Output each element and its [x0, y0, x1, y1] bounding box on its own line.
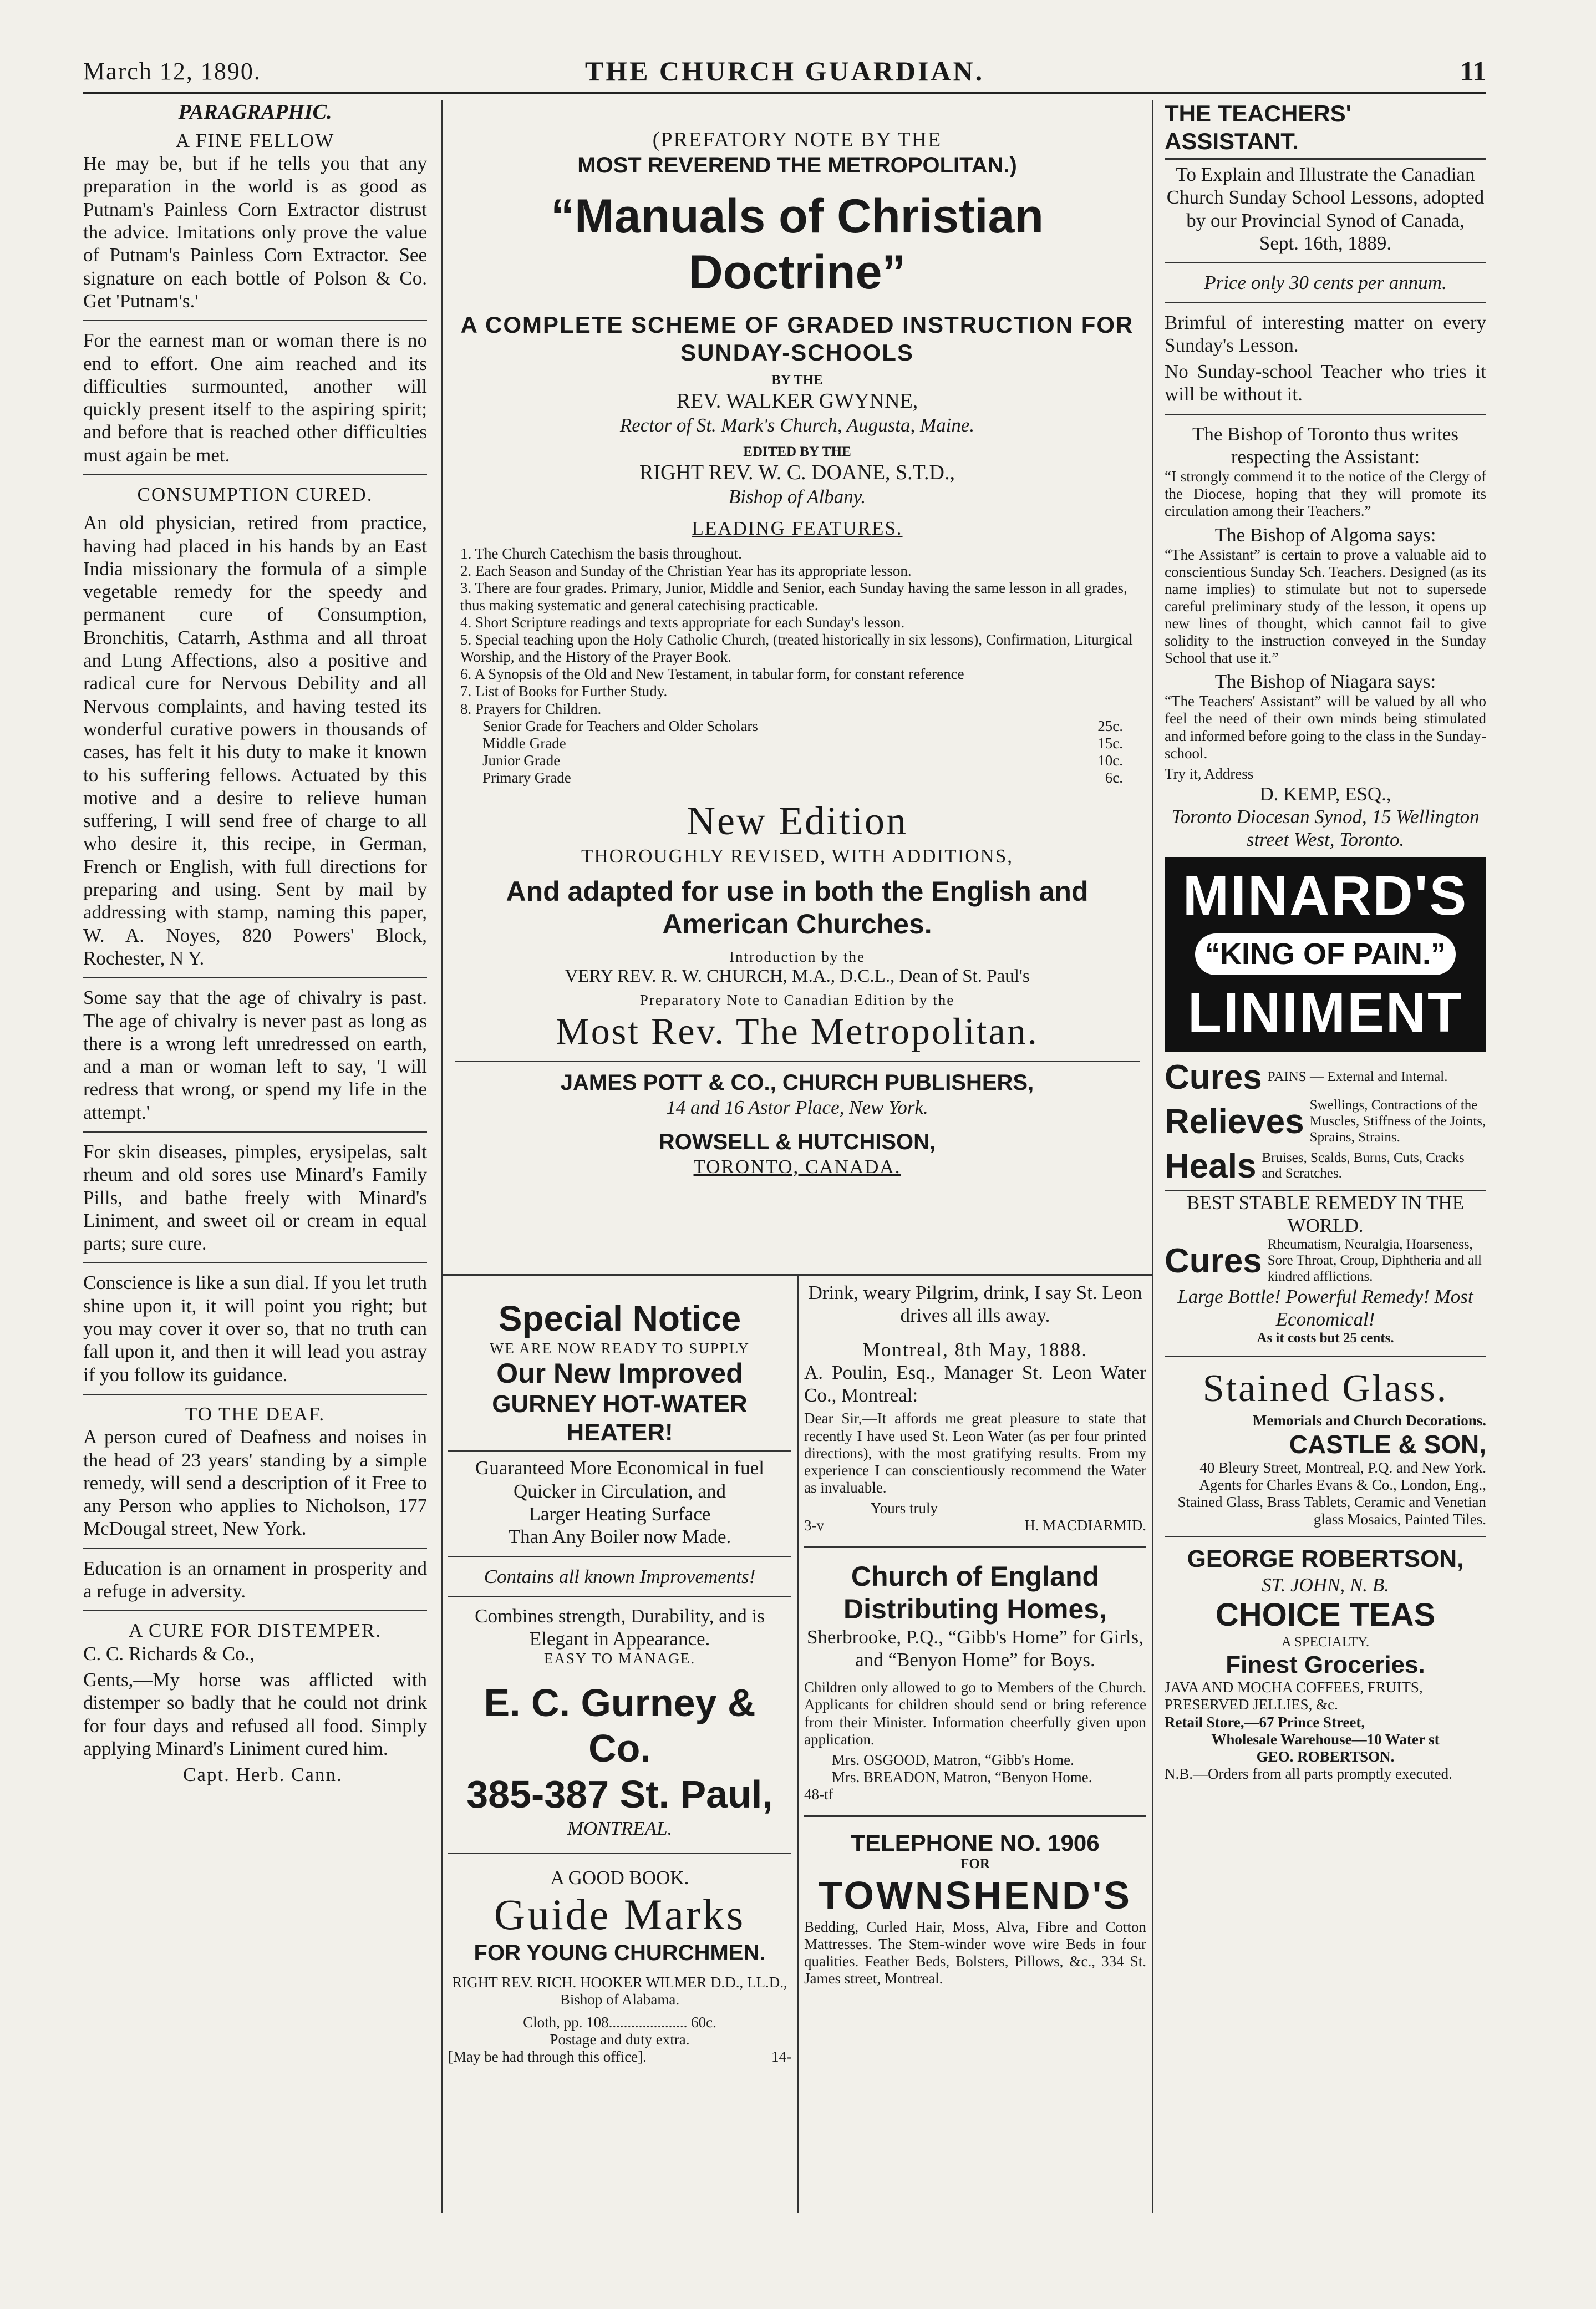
leading-features-heading: LEADING FEATURES.: [692, 517, 903, 539]
bishop-algoma: The Bishop of Algoma says:: [1214, 524, 1436, 546]
rowsell: ROWSELL & HUTCHISON,: [658, 1129, 936, 1154]
cures-word: Cures: [1165, 1241, 1262, 1280]
large-bottle: Large Bottle! Powerful Remedy! Most Economical!: [1177, 1285, 1473, 1330]
kemp-name: D. KEMP, ESQ.,: [1259, 783, 1391, 805]
king-of-pain: “KING OF PAIN.”: [1195, 933, 1456, 976]
may-line: [May be had through this office].: [448, 2048, 647, 2066]
edited-by: EDITED BY THE: [743, 444, 851, 459]
gurney-city: MONTREAL.: [567, 1818, 673, 1840]
author-name: REV. WALKER GWYNNE,: [676, 389, 918, 413]
rowsell-city: TORONTO, CANADA.: [693, 1155, 901, 1178]
teachers-assistant: THE TEACHERS' ASSISTANT.: [1165, 100, 1351, 154]
editor-role: Bishop of Albany.: [728, 485, 866, 508]
townshends: TOWNSHEND'S: [819, 1874, 1132, 1917]
publisher: JAMES POTT & CO., CHURCH PUBLISHERS,: [560, 1070, 1034, 1095]
prefatory-note: (PREFATORY NOTE BY THE: [652, 128, 942, 151]
heals-text: Bruises, Scalds, Burns, Cuts, Cracks and Scratches.: [1262, 1150, 1465, 1181]
bishop-toronto: The Bishop of Toronto thus writes respecting the Assistant:: [1192, 423, 1459, 468]
bishop-quote: “I strongly commend it to the notice of the Clergy of the Diocese, hoping that they will promote its circulation among their Teachers.”: [1165, 468, 1486, 520]
manuals-ad: [441, 100, 1153, 1276]
paragraph: A person cured of Deafness and noises in the head of 23 years' standing by a simple remedy, will send a description of it Free to any Person who applies to Nicholson, 177 McDougal street, New York.: [83, 1426, 427, 1540]
letter-signature: H. MACDIARMID.: [1024, 1516, 1146, 1534]
yours-truly: Yours truly: [871, 1499, 938, 1516]
geo-robertson: GEO. ROBERTSON.: [1256, 1748, 1395, 1765]
issue-date: March 12, 1890.: [83, 58, 261, 85]
letter-body: Dear Sir,—It affords me great pleasure to state that recently I have used St. Leon Water (as per four printed directions), with the most gratifying results. From my experience I can conscientiously recommend the Water as invaluable.: [804, 1410, 1146, 1496]
revised-line: THOROUGHLY REVISED, WITH ADDITIONS,: [581, 845, 1014, 867]
prep-note: Preparatory Note to Canadian Edition by the: [639, 991, 955, 1008]
homes-info: Children only allowed to go to Members of the Church. Applicants for children should send or bring reference from their Minister. Information cheerfully given upon application.: [804, 1679, 1146, 1748]
cures-word: Cures: [1165, 1058, 1262, 1097]
author-line: RIGHT REV. RICH. HOOKER WILMER D.D., LL.D., Bishop of Alabama.: [452, 1974, 787, 2008]
intro-line: Introduction by the: [729, 948, 865, 965]
paragraph: For the earnest man or woman there is no end to effort. One aim reached and its difficulties surmounted, another will quickly present itself to the aspiring spirit; and before that is reached other difficulties must again be met.: [83, 329, 427, 466]
price-row: Junior Grade 10c.: [482, 752, 1123, 769]
feature-item: 7. List of Books for Further Study.: [460, 683, 668, 700]
paragraph: For skin diseases, pimples, erysipelas, salt rheum and old sores use Minard's Family Pills, and bathe freely with Minard's Liniment, and sweet oil or cream in equal parts; sure cure.: [83, 1141, 427, 1255]
heading-distemper: A CURE FOR DISTEMPER.: [128, 1620, 382, 1642]
for-young: FOR YOUNG CHURCHMEN.: [474, 1940, 766, 1965]
memorials: Memorials and Church Decorations.: [1253, 1412, 1486, 1429]
ta-text: No Sunday-school Teacher who tries it will be without it.: [1165, 361, 1486, 405]
castle-son: CASTLE & SON,: [1289, 1429, 1486, 1459]
st-john: ST. JOHN, N. B.: [1262, 1574, 1389, 1596]
castle-agents: Agents for Charles Evans & Co., London, Eng., Stained Glass, Brass Tablets, Ceramic and Venetian glass Mosaics, Painted Tiles.: [1177, 1476, 1486, 1528]
gurney-line: Contains all known Improvements!: [484, 1565, 756, 1587]
george-robertson: GEORGE ROBERTSON,: [1187, 1545, 1464, 1573]
matron-line: Mrs. OSGOOD, Matron, “Gibb's Home.: [832, 1751, 1074, 1768]
column-paragraphic: [83, 100, 427, 1786]
stained-glass: Stained Glass.: [1202, 1367, 1448, 1410]
gurney-heater: GURNEY HOT-WATER HEATER!: [448, 1390, 791, 1453]
heals-word: Heals: [1165, 1146, 1257, 1185]
matron-line: Mrs. BREADON, Matron, “Benyon Home.: [832, 1768, 1092, 1785]
cloth-line: Cloth, pp. 108..................... 60c.: [523, 2014, 716, 2031]
liniment-title: LINIMENT: [1187, 982, 1463, 1044]
author-role: Rector of St. Mark's Church, Augusta, Maine.: [619, 414, 975, 436]
gurney-line: Combines strength, Durability, and is Elegant in Appearance.: [475, 1605, 765, 1650]
heading-deaf: TO THE DEAF.: [185, 1403, 326, 1425]
paragraph: Gents,—My horse was afflicted with distemper so badly that he could not drink for four days and refused all food. Simply applying Minard's Liniment cured him.: [83, 1668, 427, 1759]
section-title: PARAGRAPHIC.: [178, 100, 332, 124]
gurney-line: Quicker in Circulation, and: [514, 1480, 726, 1502]
heading-fine-fellow: A FINE FELLOW: [175, 129, 335, 151]
publisher-address: 14 and 16 Astor Place, New York.: [666, 1097, 928, 1119]
signature-text: Capt. Herb. Cann.: [183, 1764, 343, 1786]
drink-line: Drink, weary Pilgrim, drink, I say St. Leon drives all ills away.: [808, 1282, 1142, 1327]
minards-title: MINARD'S: [1182, 864, 1468, 927]
price-row: Primary Grade 6c.: [482, 769, 1123, 786]
guide-marks: Guide Marks: [494, 1890, 746, 1938]
gurney-address: 385-387 St. Paul,: [466, 1772, 773, 1816]
bedding-text: Bedding, Curled Hair, Moss, Alva, Fibre and Cotton Mattresses. The Stem-winder wove wire Beds in four qualities. Feather Beds, Bolsters, Pillows, &c., 334 St. James street, Montreal.: [804, 1918, 1146, 1987]
feature-item: 1. The Church Catechism the basis throughout.: [460, 545, 742, 562]
ta-desc: To Explain and Illustrate the Canadian Church Sunday School Lessons, adopted by our Provincial Synod of Canada, Sept. 16th, 1889.: [1165, 158, 1486, 255]
bishop-quote: “The Assistant” is certain to prove a valuable aid to conscientious Sunday Sch. Teachers. Designed (as its name implies) to stimulate but not to supersede careful preliminary study of the lesson, it opens up new lines of thought, which cannot fail to give solidity to the instruction conveyed in the Sunday School that use it.”: [1165, 546, 1486, 667]
try-it: Try it, Address: [1165, 765, 1254, 782]
bishop-niagara: The Bishop of Niagara says:: [1214, 671, 1436, 693]
special-notice: Special Notice: [498, 1298, 741, 1338]
ready-line: WE ARE NOW READY TO SUPPLY: [489, 1339, 750, 1357]
ad-number: 3-v: [804, 1516, 824, 1534]
paragraph: Education is an ornament in prosperity and a refuge in adversity.: [83, 1557, 427, 1602]
best-remedy: BEST STABLE REMEDY IN THE WORLD.: [1165, 1190, 1486, 1237]
price-row: Senior Grade for Teachers and Older Scholars 25c.: [482, 717, 1123, 734]
feature-item: 4. Short Scripture readings and texts appropriate for each Sunday's lesson.: [460, 614, 905, 631]
new-edition: New Edition: [687, 798, 908, 843]
easy-manage: EASY TO MANAGE.: [543, 1650, 696, 1667]
for-line: FOR: [960, 1856, 990, 1872]
feature-item: 8. Prayers for Children.: [460, 700, 602, 717]
gurney-line: Larger Heating Surface: [528, 1503, 711, 1525]
kemp-address: Toronto Diocesan Synod, 15 Wellington street West, Toronto.: [1171, 805, 1480, 851]
homes-location: Sherbrooke, P.Q., “Gibb's Home” for Girls, and “Benyon Home” for Boys.: [806, 1626, 1144, 1671]
scheme-line: A COMPLETE SCHEME OF GRADED INSTRUCTION FOR SUNDAY-SCHOOLS: [460, 311, 1134, 366]
paragraph: Conscience is like a sun dial. If you let truth shine upon it, it will point you right; but you may cover it over so, that no truth can fall upon it, and then it will lead you astray if you follow its guidance.: [83, 1272, 427, 1386]
good-book: A GOOD BOOK.: [550, 1866, 689, 1889]
ad-number: 48-tf: [804, 1785, 833, 1803]
choice-teas: CHOICE TEAS: [1215, 1597, 1436, 1633]
right-column: [1165, 100, 1486, 1783]
cures-text: PAINS — External and Internal.: [1267, 1069, 1448, 1085]
paragraph: He may be, but if he tells you that any preparation in the world is as good as Putnam's Painless Corn Extractor distrust the advice. Imitations only prove the value of Putnam's Painless Corn Extractor. See signature on each bottle of Polson & Co. Get 'Putnam's.': [83, 153, 427, 312]
feature-item: 2. Each Season and Sunday of the Christian Year has its appropriate lesson.: [460, 562, 912, 580]
bishop-quote: “The Teachers' Assistant” will be valued by all who feel the need of their own minds being stimulated and informed before going to the class in the Sunday-school.: [1165, 693, 1486, 762]
letter-recipient: A. Poulin, Esq., Manager St. Leon Water Co., Montreal:: [804, 1361, 1146, 1407]
orders-line: N.B.—Orders from all parts promptly executed.: [1165, 1765, 1452, 1782]
feature-item: 5. Special teaching upon the Holy Catholic Church, (treated historically in six lessons), Confirmation, Liturgical Worship, and the History of the Prayer Book.: [460, 631, 1133, 666]
castle-address: 40 Bleury Street, Montreal, P.Q. and New York.: [1199, 1459, 1486, 1476]
by-line: BY THE: [771, 373, 823, 388]
improved-line: Our New Improved: [496, 1357, 743, 1389]
church-homes: Church of England Distributing Homes,: [843, 1560, 1107, 1625]
relieves-text: Swellings, Contractions of the Muscles, Stiffness of the Joints, Sprains, Strains.: [1309, 1098, 1486, 1145]
java-line: JAVA AND MOCHA COFFEES, FRUITS, PRESERVED JELLIES, &c.: [1165, 1679, 1423, 1713]
ta-price: Price only 30 cents per annum.: [1204, 272, 1447, 294]
finest-groceries: Finest Groceries.: [1226, 1651, 1425, 1678]
feature-item: 6. A Synopsis of the Old and New Testament, in tabular form, for constant reference: [460, 666, 964, 683]
paragraph: Some say that the age of chivalry is past. The age of chivalry is never past as long as there is a wrong left unredressed on earth, and a man or woman left to say, 'I will redress that wrong, or spend my life in the attempt.': [83, 987, 427, 1123]
ta-text: Brimful of interesting matter on every Sunday's Lesson.: [1165, 311, 1486, 356]
postage-line: Postage and duty extra.: [550, 2031, 690, 2048]
relieves-word: Relieves: [1165, 1102, 1304, 1141]
telephone-line: TELEPHONE NO. 1906: [851, 1829, 1100, 1856]
manuals-title: “Manuals of Christian Doctrine”: [551, 190, 1044, 300]
most-rev: Most Rev. The Metropolitan.: [556, 1010, 1039, 1053]
adapted-line: And adapted for use in both the English and American Churches.: [506, 876, 1089, 940]
gurney-company: E. C. Gurney & Co.: [484, 1681, 756, 1770]
ad-number: 14-: [771, 2048, 791, 2066]
gurney-ad: [441, 1276, 799, 2213]
price-row: Middle Grade 15c.: [482, 734, 1123, 752]
page-header: [83, 53, 1486, 94]
wholesale-line: Wholesale Warehouse—10 Water st: [1211, 1731, 1440, 1748]
cures-text: Rheumatism, Neuralgia, Hoarseness, Sore Throat, Croup, Diphtheria and all kindred afflictions.: [1267, 1237, 1482, 1284]
feature-item: 3. There are four grades. Primary, Junior, Middle and Senior, each Sunday having the same lesson in all grades, thus making systematic and general catechising practicable.: [460, 580, 1127, 614]
editor-name: RIGHT REV. W. C. DOANE, S.T.D.,: [639, 460, 955, 484]
cost-line: As it costs but 25 cents.: [1257, 1331, 1394, 1346]
st-leon-ad: [799, 1276, 1153, 2213]
retail-line: Retail Store,—67 Prince Street,: [1165, 1713, 1365, 1731]
intro-by: VERY REV. R. W. CHURCH, M.A., D.C.L., Dean of St. Paul's: [565, 966, 1030, 987]
page-number: 11: [1460, 55, 1486, 87]
specialty: A SPECIALTY.: [1281, 1634, 1370, 1650]
letter-date: Montreal, 8th May, 1888.: [862, 1338, 1088, 1361]
paragraph: An old physician, retired from practice, having had placed in his hands by an East India missionary the formula of a simple vegetable remedy for the speedy and permanent cure of Consumption, Bronchitis, Catarrh, Asthma and all throat and Lung Affections, also a positive and radical cure for Nervous Debility and all Nervous complaints, and having tested its wonderful curative powers in thousands of cases, has felt it his duty to make it known to his suffering fellows. Actuated by this motive and a desire to relieve human suffering, I will send free of charge to all who desire it, this recipe, in German, French or English, with full directions for preparing and using. Sent by mail by addressing with stamp, naming this paper, W. A. Noyes, 820 Powers' Block, Rochester, N Y.: [83, 512, 427, 969]
gurney-line: Guaranteed More Economical in fuel: [475, 1457, 764, 1479]
minards-banner: [1165, 857, 1486, 1052]
newspaper-title: THE CHURCH GUARDIAN.: [584, 55, 985, 87]
prefatory-note-2: MOST REVEREND THE METROPOLITAN.): [577, 153, 1017, 177]
paragraph: C. C. Richards & Co.,: [83, 1642, 255, 1664]
gurney-line: Than Any Boiler now Made.: [508, 1526, 731, 1548]
heading-consumption: CONSUMPTION CURED.: [137, 483, 373, 505]
